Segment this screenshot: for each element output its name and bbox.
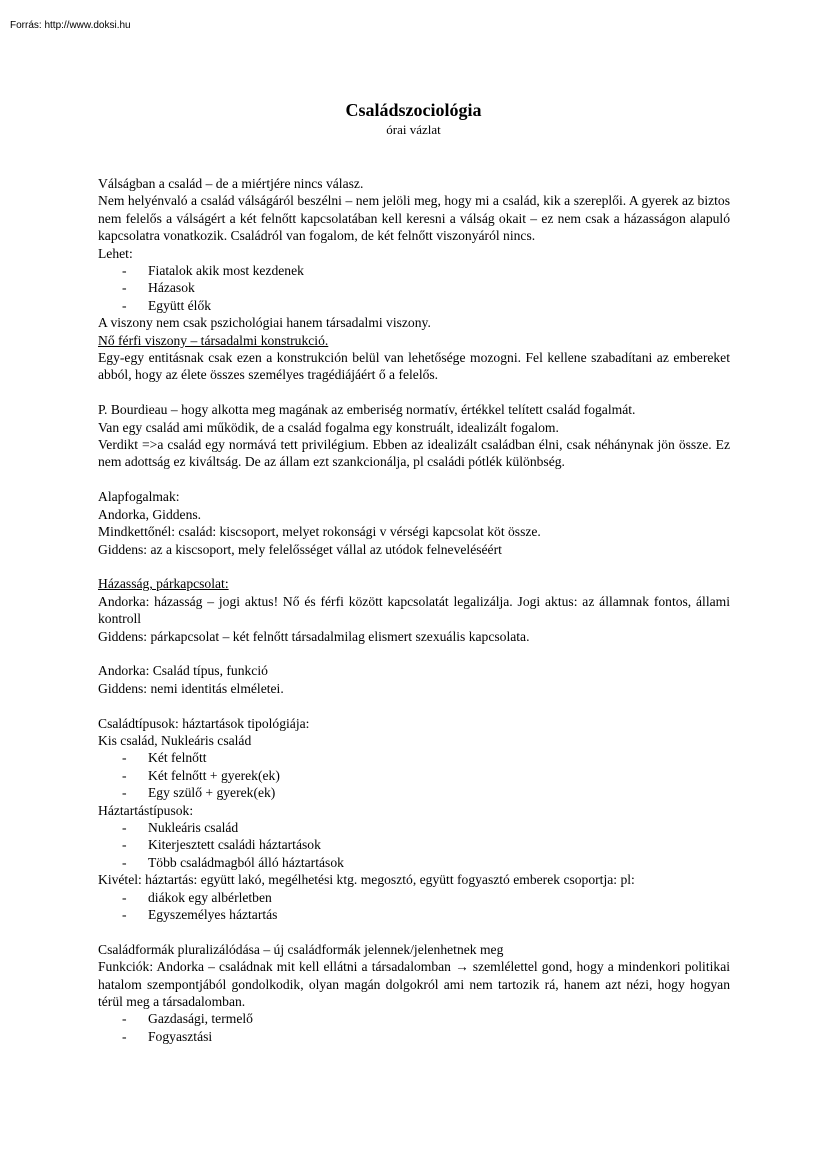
spacer [98,384,730,401]
list-item: - Házasok [98,279,730,296]
paragraph: Giddens: nemi identitás elméletei. [98,680,284,696]
bullet-list [98,889,730,924]
list-item: - Két felnőtt + gyerek(ek) [98,767,730,784]
paragraph: Van egy család ami működik, de a család fogalma egy konstruált, idealizált fogalom. [98,419,559,435]
paragraph: Családformák pluralizálódása – új családformák jelennek/jelenhetnek meg [98,941,504,957]
underlined-heading [98,575,730,592]
paragraph: Andorka: házasság – jogi aktus! Nő és férfi között kapcsolatát legalizálja. Jogi aktus: az államnak fontos, állami kontroll [98,593,730,627]
bullet-list [98,749,730,801]
paragraph: Funkciók: Andorka – családnak mit kell ellátni a társadalomban → szemlélettel gond, hogy a mindenkori politikai hatalom szempontjából gondolkodik, olyan magán dolgokról ami nem tartozik rá, hanem azt nézi, hogy hogyan térül meg a társadalomban. [98,959,730,1009]
paragraph: Háztartástípusok: [98,802,194,818]
list-item: - Egyszemélyes háztartás [98,906,730,923]
spacer [98,471,730,488]
page-title: Családszociológia [345,100,482,120]
list-item: - Két felnőtt [98,749,730,766]
list-item: - diákok egy albérletben [98,889,730,906]
document-body [98,175,730,1045]
bullet-list [98,819,730,871]
paragraph: Kivétel: háztartás: együtt lakó, megélhetési ktg. megosztó, együtt fogyasztó emberek csoportja: pl: [98,872,635,888]
underlined-heading [98,332,730,349]
list-item: - Gazdasági, termelő [98,1010,730,1027]
list-item: - Fogyasztási [98,1028,730,1045]
spacer [98,645,730,662]
paragraph: Válságban a család – de a miértjére nincs válasz. [98,176,364,191]
underlined-text: Házasság, párkapcsolat: [98,576,229,592]
list-item: - Több családmagból álló háztartások [98,854,730,871]
list-item: - Kiterjesztett családi háztartások [98,836,730,853]
paragraph: Lehet: [98,245,133,261]
paragraph: Andorka: Család típus, funkció [98,663,268,679]
paragraph: Alapfogalmak: [98,489,180,505]
bullet-list [98,262,730,314]
spacer [98,558,730,575]
list-item: - Egy szülő + gyerek(ek) [98,784,730,801]
bullet-list [98,1010,730,1045]
list-item: - Együtt élők [98,297,730,314]
source-line: Forrás: http://www.doksi.hu [10,20,131,31]
paragraph: Kis család, Nukleáris család [98,732,252,748]
paragraph: Családtípusok: háztartások tipológiája: [98,715,310,731]
spacer [98,697,730,714]
page-subtitle: órai vázlat [386,122,441,137]
paragraph: Giddens: az a kiscsoport, mely felelősséget vállal az utódok felneveléséért [98,541,502,557]
list-item: - Nukleáris család [98,819,730,836]
paragraph: P. Bourdieau – hogy alkotta meg magának az emberiség normatív, értékkel telített család fogalmát. [98,402,636,418]
spacer [98,923,730,940]
paragraph: A viszony nem csak pszichológiai hanem társadalmi viszony. [98,315,431,331]
paragraph: Nem helyénvaló a család válságáról beszélni – nem jelöli meg, hogy mi a család, kik a szereplői. A gyerek az biztos nem felelős a válságért a két felnőtt kapcsolatában kell keresni a válság okait – ez nem csak a házasságon alapuló kapcsolatra vonatkozik. Családról van fogalom, de két felnőtt viszonyáról nincs. [98,193,730,244]
paragraph: Giddens: párkapcsolat – két felnőtt társadalmilag elismert szexuális kapcsolata. [98,628,530,644]
paragraph: Egy-egy entitásnak csak ezen a konstrukción belül van lehetősége mozogni. Fel kellene szabadítani az embereket abból, hogy az élete összes személyes tragédiájáért ő a felelős. [98,350,730,383]
paragraph: Andorka, Giddens. [98,506,202,522]
list-item: - Fiatalok akik most kezdenek [98,262,730,279]
underlined-text: Nő férfi viszony – társadalmi konstrukció. [98,332,329,348]
paragraph: Verdikt =>a család egy normává tett privilégium. Ebben az idealizált családban élni, csak néhánynak jön össze. Ez nem adottság ez kiváltság. De az állam ezt szankcionálja, pl családi pótlék különbség. [98,437,730,470]
paragraph: Mindkettőnél: család: kiscsoport, melyet rokonsági v vérségi kapcsolat köt össze. [98,524,541,540]
